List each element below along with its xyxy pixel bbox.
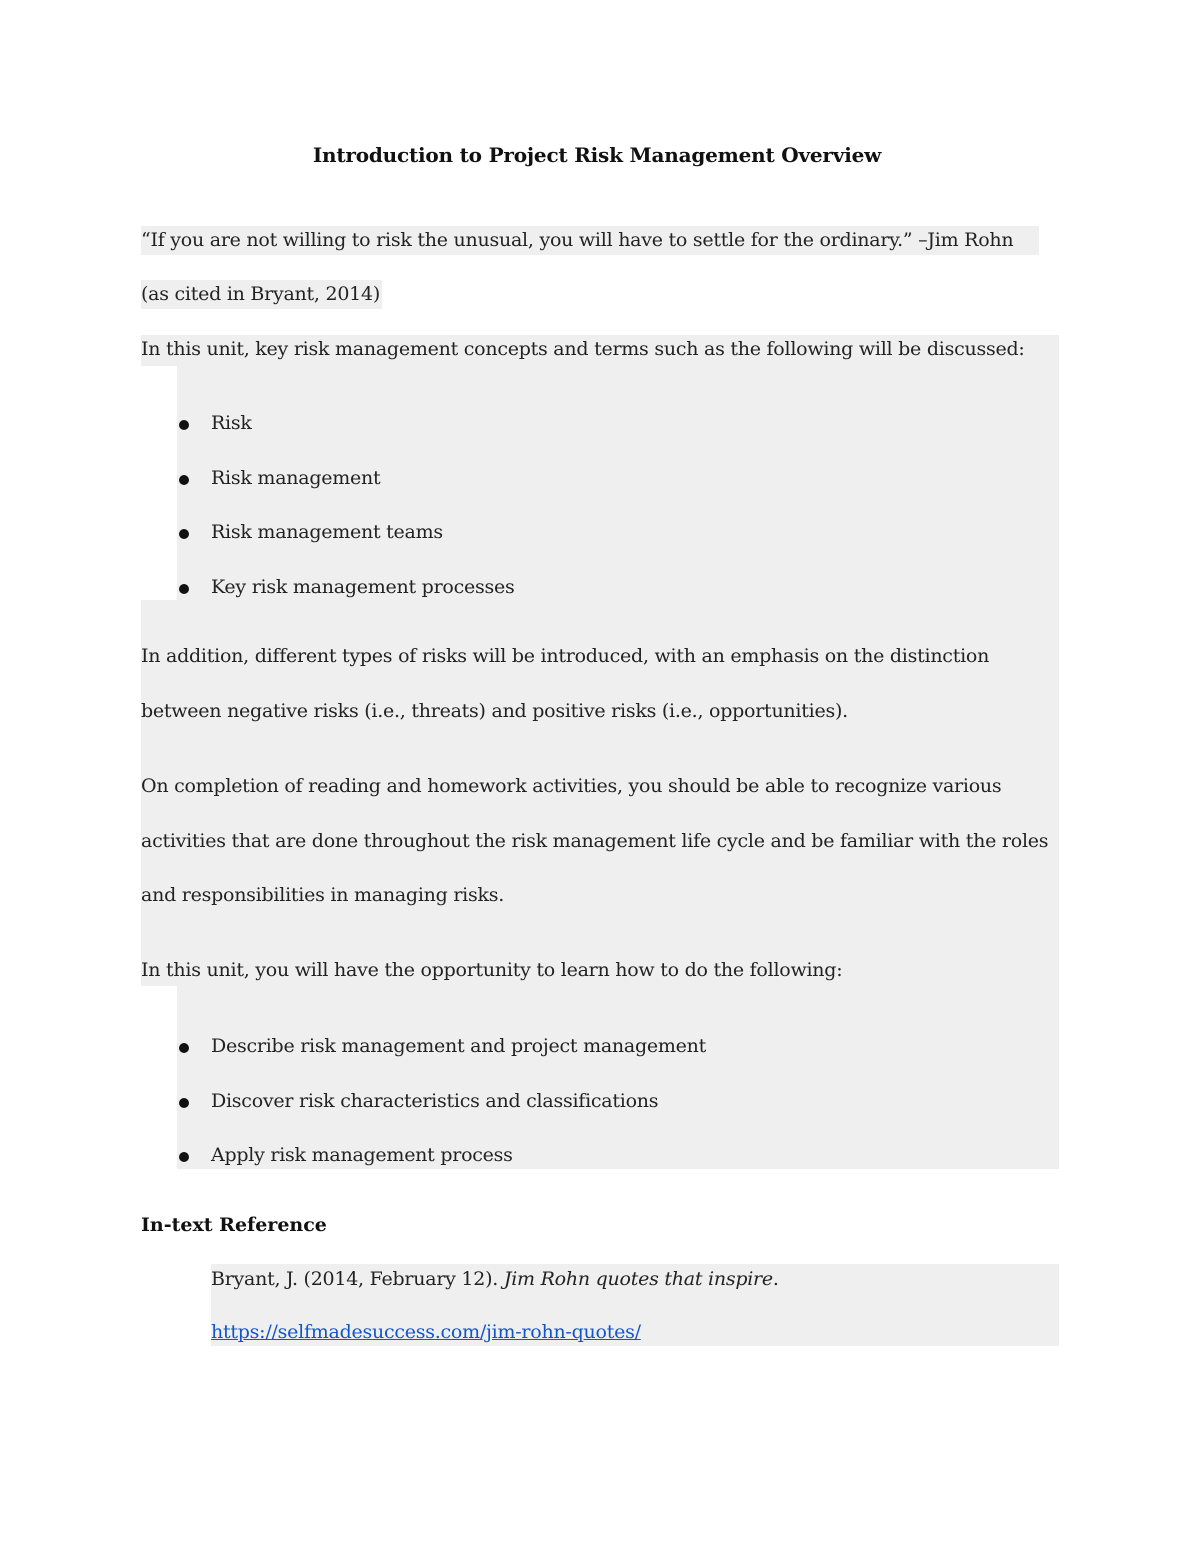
bullet-icon bbox=[179, 1098, 189, 1108]
bullet-icon bbox=[179, 1152, 189, 1162]
addition-paragraph-line: between negative risks (i.e., threats) and positive risks (i.e., opportunities). bbox=[141, 700, 848, 722]
reference-citation bbox=[211, 1268, 779, 1290]
completion-paragraph-line: activities that are done throughout the risk management life cycle and be familiar with the roles bbox=[141, 830, 1049, 852]
reference-author-date: Bryant, J. (2014, February 12). bbox=[211, 1268, 504, 1290]
reference-end: . bbox=[772, 1268, 779, 1290]
bullet-icon bbox=[179, 420, 189, 430]
objectives-intro: In this unit, you will have the opportunity to learn how to do the following: bbox=[141, 959, 843, 981]
objectives-highlight bbox=[177, 986, 1059, 1169]
list-item: Risk bbox=[211, 412, 252, 434]
bullet-icon bbox=[179, 475, 189, 485]
reference-link[interactable]: https://selfmadesuccess.com/jim-rohn-quotes/ bbox=[211, 1321, 641, 1343]
addition-paragraph-line: In addition, different types of risks will be introduced, with an emphasis on the distinction bbox=[141, 645, 990, 667]
reference-heading: In-text Reference bbox=[141, 1214, 327, 1236]
bullet-icon bbox=[179, 584, 189, 594]
list-item: Apply risk management process bbox=[211, 1144, 513, 1166]
list-item: Describe risk management and project management bbox=[211, 1035, 707, 1057]
list-item: Discover risk characteristics and classifications bbox=[211, 1090, 659, 1112]
page-title: Introduction to Project Risk Management Overview bbox=[312, 143, 882, 167]
list-item: Risk management bbox=[211, 467, 381, 489]
bullet-icon bbox=[179, 1043, 189, 1053]
reference-title: Jim Rohn quotes that inspire bbox=[503, 1268, 773, 1290]
list-item: Key risk management processes bbox=[211, 576, 515, 598]
quote-citation: (as cited in Bryant, 2014) bbox=[141, 283, 381, 305]
intro-paragraph: In this unit, key risk management concepts and terms such as the following will be discussed: bbox=[141, 338, 1025, 360]
quote-line: “If you are not willing to risk the unusual, you will have to settle for the ordinary.” –Jim Rohn bbox=[141, 229, 1014, 251]
completion-paragraph-line: On completion of reading and homework activities, you should be able to recognize various bbox=[141, 775, 1002, 797]
list-item: Risk management teams bbox=[211, 521, 443, 543]
completion-paragraph-line: and responsibilities in managing risks. bbox=[141, 884, 505, 906]
bullet-icon bbox=[179, 529, 189, 539]
